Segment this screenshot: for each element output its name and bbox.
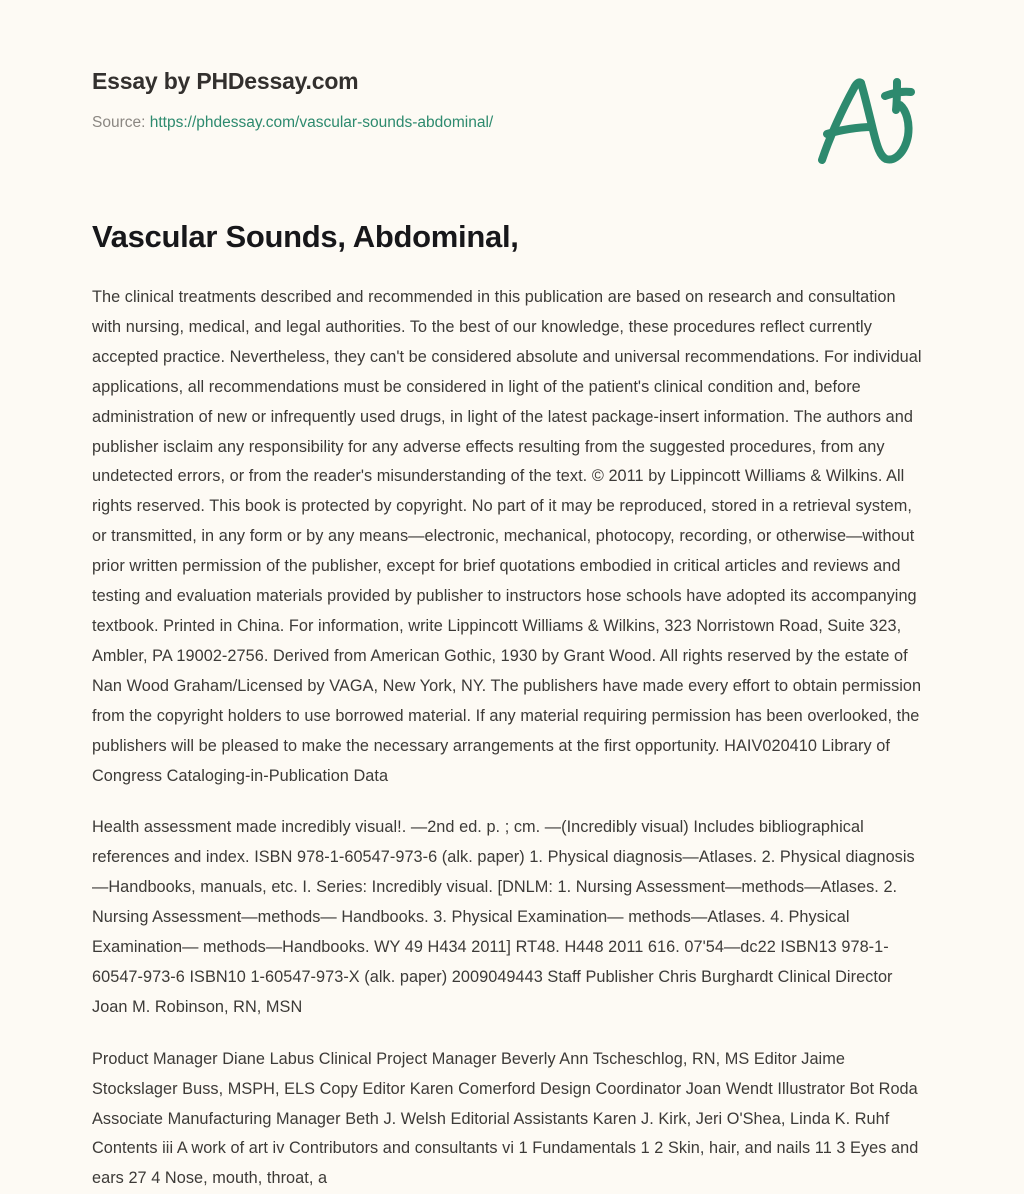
essay-paragraph: The clinical treatments described and recommended in this publication are based on research and consultation with nursing, medical, and legal authorities. To the best of our knowledge, these procedures reflect currently accepted practice. Nevertheless, they can't be considered absolute and universal recommendations. For individual applications, all recommendations must be considered in light of the patient's clinical condition and, before administration of new or infrequently used drugs, in light of the latest package-insert information. The authors and publisher isclaim any responsibility for any adverse effects resulting from the suggested procedures, from any undetected errors, or from the reader's misunderstanding of the text. © 2011 by Lippincott Williams & Wilkins. All rights reserved. This book is protected by copyright. No part of it may be reproduced, stored in a retrieval system, or transmitted, in any form or by any means—electronic, mechanical, photocopy, recording, or otherwise—without prior written permission of the publisher, except for brief quotations embodied in critical articles and reviews and testing and evaluation materials provided by publisher to instructors hose schools have adopted its accompanying textbook. Printed in China. For information, write Lippincott Williams & Wilkins, 323 Norristown Road, Suite 323, Ambler, PA 19002-2756. Derived from American Gothic, 1930 by Grant Wood. All rights reserved by the estate of Nan Wood Graham/Licensed by VAGA, New York, NY. The publishers have made every effort to obtain permission from the copyright holders to use borrowed material. If any material requiring permission has been overlooked, the publishers will be pleased to make the necessary arrangements at the first opportunity. HAIV020410 Library of Congress Cataloging-in-Publication Data xyxy=(92,288,922,785)
source-label: Source: xyxy=(92,113,146,131)
site-brand-title: Essay by PHDessay.com xyxy=(92,68,359,94)
source-line xyxy=(92,114,493,133)
source-url-link[interactable]: https://phdessay.com/vascular-sounds-abdominal/ xyxy=(149,113,494,131)
aplus-logo xyxy=(810,74,922,166)
essay-paragraph: Product Manager Diane Labus Clinical Project Manager Beverly Ann Tscheschlog, RN, MS Editor Jaime Stockslager Buss, MSPH, ELS Copy Editor Karen Comerford Design Coordinator Joan Wendt Illustrator Bot Roda Associate Manufacturing Manager Beth J. Welsh Editorial Assistants Karen J. Kirk, Jeri O'Shea, Linda K. Ruhf Contents iii A work of art iv Contributors and consultants vi 1 Fundamentals 1 2 Skin, hair, and nails 11 3 Eyes and ears 27 4 Nose, mouth, throat, a xyxy=(92,1049,919,1188)
essay-paragraph: Health assessment made incredibly visual!. —2nd ed. p. ; cm. —(Incredibly visual) Includes bibliographical references and index. ISBN 978-1-60547-973-6 (alk. paper) 1. Physical diagnosis—Atlases. 2. Physical diagnosis—Handbooks, manuals, etc. I. Series: Incredibly visual. [DNLM: 1. Nursing Assessment—methods—Atlases. 2. Nursing Assessment—methods— Handbooks. 3. Physical Examination— methods—Atlases. 4. Physical Examination— methods—Handbooks. WY 49 H434 2011] RT48. H448 2011 616. 07'54—dc22 ISBN13 978-1-60547-973-6 ISBN10 1-60547-973-X (alk. paper) 2009049443 Staff Publisher Chris Burghardt Clinical Director Joan M. Robinson, RN, MSN xyxy=(92,818,915,1016)
aplus-logo-icon xyxy=(810,74,922,166)
page-title: Vascular Sounds, Abdominal, xyxy=(92,219,519,254)
brand-block xyxy=(92,68,493,132)
page-header xyxy=(0,0,1024,166)
essay-body xyxy=(92,283,926,1194)
